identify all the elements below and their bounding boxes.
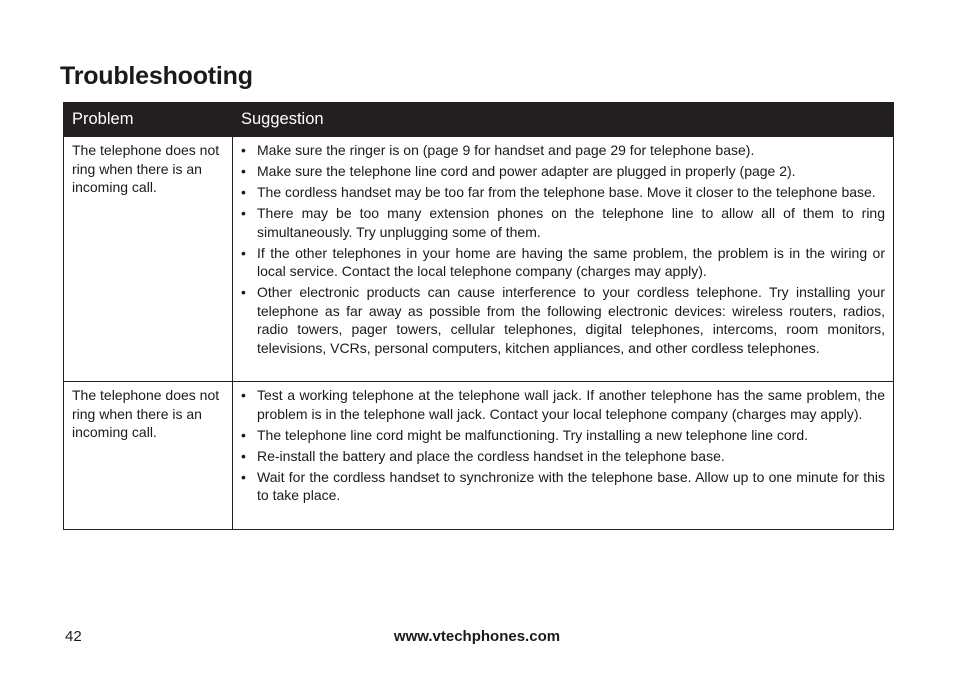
table-row [64, 382, 894, 530]
suggestion-text: Test a working telephone at the telephone wall jack. If another telephone has the same problem, the problem is in the telephone wall jack. Contact your local telephone company (charges may apply). [257, 387, 885, 422]
suggestion-text: Other electronic products can cause interference to your cordless telephone. Try installing your telephone as far away as possible from the following electronic devices: wireless routers, radios, radio towers, pager towers, cellular telephones, digital telephones, intercoms, room monitors, televisions, VCRs, personal computers, kitchen appliances, and other cordless telephones. [257, 284, 885, 356]
suggestion-text: Make sure the telephone line cord and power adapter are plugged in properly (page 2). [257, 163, 796, 179]
bullet-icon: • [241, 426, 246, 443]
suggestion-item [240, 141, 885, 160]
troubleshooting-table [63, 102, 894, 530]
page-number: 42 [65, 628, 82, 645]
suggestion-text: Make sure the ringer is on (page 9 for handset and page 29 for telephone base). [257, 142, 755, 158]
suggestion-item [240, 244, 885, 281]
suggestion-item [240, 183, 885, 202]
bullet-icon: • [241, 447, 246, 464]
suggestion-text: There may be too many extension phones on the telephone line to allow all of them to ring simultaneously. Try unplugging some of them. [257, 205, 885, 240]
suggestion-column-header: Suggestion [233, 103, 894, 137]
bullet-icon: • [241, 184, 246, 200]
bullet-icon: • [241, 163, 246, 179]
website-link[interactable]: www.vtechphones.com [393, 628, 561, 645]
suggestion-text: Wait for the cordless handset to synchronize with the telephone base. Allow up to one minute for this to take place. [257, 468, 885, 503]
suggestion-list [240, 141, 885, 357]
suggestion-item [240, 426, 885, 445]
table-header-row [64, 103, 894, 137]
suggestion-text: The cordless handset may be too far from the telephone base. Move it closer to the telephone base. [257, 184, 876, 200]
suggestion-text: Re-install the battery and place the cordless handset in the telephone base. [257, 447, 725, 464]
bullet-icon: • [241, 205, 246, 221]
bullet-icon: • [241, 142, 246, 158]
suggestion-item [240, 204, 885, 241]
suggestion-text: If the other telephones in your home are having the same problem, the problem is in the wiring or local service. Contact the local telephone company (charges may apply). [257, 244, 885, 279]
suggestion-item [240, 447, 885, 466]
suggestion-text: The telephone line cord might be malfunctioning. Try installing a new telephone line cord. [257, 426, 808, 443]
suggestion-item [240, 468, 885, 505]
suggestion-cell [233, 137, 894, 382]
problem-cell: The telephone does not ring when there is an incoming call. [64, 137, 233, 382]
bullet-icon: • [241, 468, 246, 485]
bullet-icon: • [241, 244, 246, 261]
suggestion-item [240, 283, 885, 357]
suggestion-cell [233, 382, 894, 530]
problem-column-header: Problem [64, 103, 233, 137]
suggestion-item [240, 386, 885, 423]
suggestion-list [240, 386, 885, 505]
problem-cell: The telephone does not ring when there is an incoming call. [64, 382, 233, 530]
bullet-icon: • [241, 387, 246, 403]
table-row [64, 137, 894, 382]
suggestion-item [240, 162, 885, 181]
bullet-icon: • [241, 284, 246, 300]
page-title: Troubleshooting [60, 62, 253, 90]
